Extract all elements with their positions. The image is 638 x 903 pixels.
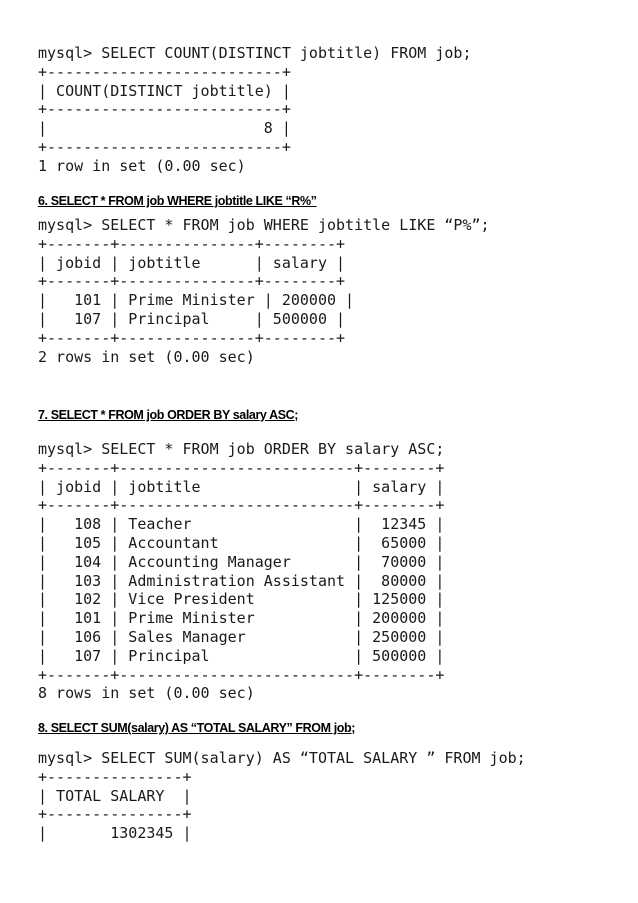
section-heading-7: 7. SELECT * FROM job ORDER BY salary ASC; xyxy=(38,408,299,422)
section-heading-8: 8. SELECT SUM(salary) AS “TOTAL SALARY” FROM job; xyxy=(38,721,356,735)
terminal-line: | 101 | Prime Minister | 200000 | xyxy=(38,291,355,310)
terminal-line: | 107 | Principal | 500000 | xyxy=(38,646,445,665)
terminal-line: | jobid | jobtitle | salary | xyxy=(38,253,346,272)
terminal-line: 8 rows in set (0.00 sec) xyxy=(38,684,255,703)
terminal-line: +-------+---------------+--------+ xyxy=(38,328,346,347)
terminal-line: +--------------------------+ xyxy=(38,137,291,156)
terminal-line: | 105 | Accountant | 65000 | xyxy=(38,533,445,552)
terminal-line: +-------+---------------+--------+ xyxy=(38,272,346,291)
terminal-line: | 101 | Prime Minister | 200000 | xyxy=(38,609,445,628)
terminal-block-sum xyxy=(38,749,526,843)
terminal-line: mysql> SELECT SUM(salary) AS “TOTAL SALARY ” FROM job; xyxy=(38,749,526,767)
terminal-line: | jobid | jobtitle | salary | xyxy=(38,477,445,496)
terminal-block-count xyxy=(38,44,471,176)
terminal-line: | 1302345 | xyxy=(38,824,192,843)
terminal-line: 2 rows in set (0.00 sec) xyxy=(38,347,255,366)
terminal-line: mysql> SELECT * FROM job WHERE jobtitle LIKE “P%”; xyxy=(38,216,490,234)
terminal-line: | 102 | Vice President | 125000 | xyxy=(38,590,445,609)
terminal-line: 1 row in set (0.00 sec) xyxy=(38,156,246,175)
terminal-line: mysql> SELECT COUNT(DISTINCT jobtitle) FROM job; xyxy=(38,44,472,62)
terminal-line: +-------+--------------------------+--------+ xyxy=(38,496,445,515)
terminal-line: | 103 | Administration Assistant | 80000 | xyxy=(38,571,445,590)
terminal-line: +---------------+ xyxy=(38,767,192,786)
terminal-line: | 107 | Principal | 500000 | xyxy=(38,309,346,328)
terminal-line: | 104 | Accounting Manager | 70000 | xyxy=(38,552,445,571)
terminal-line: +-------+---------------+--------+ xyxy=(38,234,346,253)
terminal-line: | 106 | Sales Manager | 250000 | xyxy=(38,627,445,646)
terminal-block-like xyxy=(38,216,490,366)
terminal-line: +-------+--------------------------+--------+ xyxy=(38,665,445,684)
terminal-line: +---------------+ xyxy=(38,805,192,824)
terminal-block-order-by xyxy=(38,440,444,703)
terminal-line: | 108 | Teacher | 12345 | xyxy=(38,515,445,534)
terminal-line: | TOTAL SALARY | xyxy=(38,786,192,805)
terminal-line: mysql> SELECT * FROM job ORDER BY salary ASC; xyxy=(38,440,445,458)
terminal-line: +--------------------------+ xyxy=(38,62,291,81)
terminal-line: | 8 | xyxy=(38,119,291,138)
terminal-line: +--------------------------+ xyxy=(38,100,291,119)
terminal-line: +-------+--------------------------+--------+ xyxy=(38,458,445,477)
terminal-line: | COUNT(DISTINCT jobtitle) | xyxy=(38,81,291,100)
section-heading-6: 6. SELECT * FROM job WHERE jobtitle LIKE “R%” xyxy=(38,194,317,208)
